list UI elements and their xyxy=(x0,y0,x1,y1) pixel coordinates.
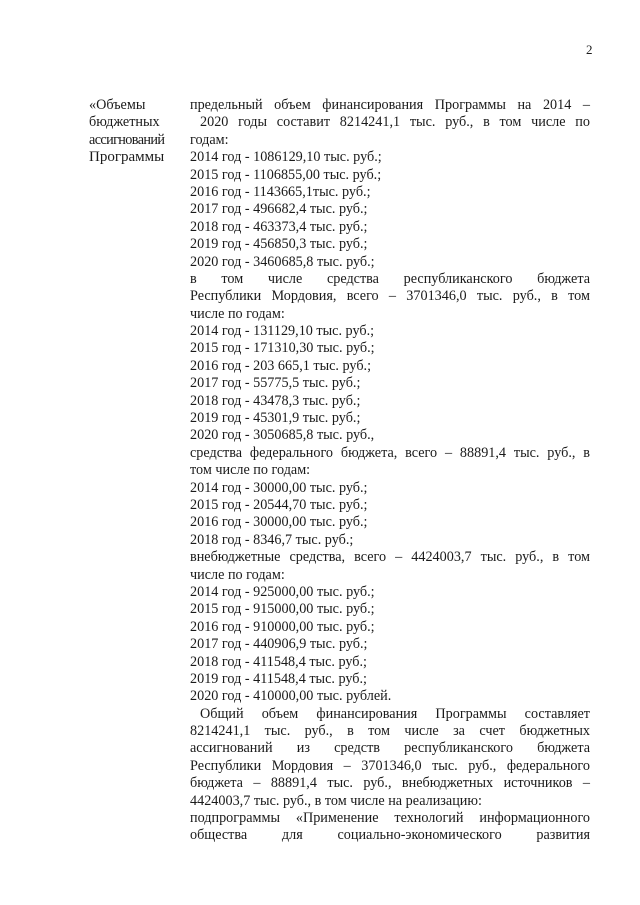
year-line: 2016 год - 203 665,1 тыс. руб.; xyxy=(190,357,372,374)
text-line: 4424003,7 тыс. руб., в том числе на реализацию: xyxy=(190,792,482,809)
text-line: подпрограммы «Применение технологий информационного xyxy=(190,810,590,827)
year-line: 2014 год - 1086129,10 тыс. руб.; xyxy=(190,149,382,166)
year-line: 2019 год - 45301,9 тыс. руб.; xyxy=(190,410,361,427)
label-line: ассигнований xyxy=(89,131,165,148)
text-line: предельный объем финансирования Программы на 2014 – xyxy=(190,97,590,113)
text-line: числе по годам: xyxy=(190,566,285,583)
financing-text xyxy=(190,97,590,845)
text-line: 2020 годы составит 8214241,1 тыс. руб., в том числе по xyxy=(200,114,590,131)
year-line: 2015 год - 171310,30 тыс. руб.; xyxy=(190,340,375,357)
text-line: общества для социально-экономического развития xyxy=(190,827,590,844)
text-line: в том числе средства республиканского бюджета xyxy=(190,270,590,287)
text-line: годам: xyxy=(190,131,229,148)
year-line: 2017 год - 496682,4 тыс. руб.; xyxy=(190,201,368,218)
label-line: бюджетных xyxy=(89,114,160,131)
year-line: 2014 год - 925000,00 тыс. руб.; xyxy=(190,583,375,600)
year-line: 2018 год - 463373,4 тыс. руб.; xyxy=(190,218,368,235)
text-line: внебюджетные средства, всего – 4424003,7 тыс. руб., в том xyxy=(190,549,590,566)
year-line: 2016 год - 30000,00 тыс. руб.; xyxy=(190,514,368,531)
row-label xyxy=(89,97,187,167)
label-line: Программы xyxy=(89,149,165,166)
year-line: 2017 год - 55775,5 тыс. руб.; xyxy=(190,375,361,392)
year-line: 2020 год - 3460685,8 тыс. руб.; xyxy=(190,253,375,270)
year-line: 2019 год - 456850,3 тыс. руб.; xyxy=(190,236,368,253)
year-line: 2014 год - 131129,10 тыс. руб.; xyxy=(190,323,375,340)
year-line: 2015 год - 915000,00 тыс. руб.; xyxy=(190,601,375,618)
year-line: 2018 год - 43478,3 тыс. руб.; xyxy=(190,392,361,409)
text-line: бюджета – 88891,4 тыс. руб., внебюджетных источников – xyxy=(190,775,590,792)
text-line: Республики Мордовия – 3701346,0 тыс. руб., федерального xyxy=(190,757,590,774)
page-number: 2 xyxy=(586,42,593,57)
year-line: 2016 год - 1143665,1тыс. руб.; xyxy=(190,183,371,200)
year-line: 2017 год - 440906,9 тыс. руб.; xyxy=(190,636,368,653)
text-line: ассигнований из средств республиканского бюджета xyxy=(190,740,590,757)
year-line: 2015 год - 20544,70 тыс. руб.; xyxy=(190,496,368,513)
text-line: 8214241,1 тыс. руб., в том числе за счет бюджетных xyxy=(190,723,590,740)
text-line: Республики Мордовия, всего – 3701346,0 тыс. руб., в том xyxy=(190,288,590,305)
year-line: 2018 год - 8346,7 тыс. руб.; xyxy=(190,531,354,548)
text-line: Общий объем финансирования Программы составляет xyxy=(200,705,590,722)
text-line: том числе по годам: xyxy=(190,462,311,479)
year-line: 2020 год - 410000,00 тыс. рублей. xyxy=(190,688,392,705)
year-line: 2015 год - 1106855,00 тыс. руб.; xyxy=(190,166,382,183)
text-line: средства федерального бюджета, всего – 88891,4 тыс. руб., в xyxy=(190,444,590,461)
year-line: 2016 год - 910000,00 тыс. руб.; xyxy=(190,618,375,635)
year-line: 2019 год - 411548,4 тыс. руб.; xyxy=(190,670,367,687)
year-line: 2020 год - 3050685,8 тыс. руб., xyxy=(190,427,375,444)
year-line: 2014 год - 30000,00 тыс. руб.; xyxy=(190,479,368,496)
label-line: «Объемы xyxy=(89,97,146,113)
text-line: числе по годам: xyxy=(190,305,285,322)
year-line: 2018 год - 411548,4 тыс. руб.; xyxy=(190,653,367,670)
